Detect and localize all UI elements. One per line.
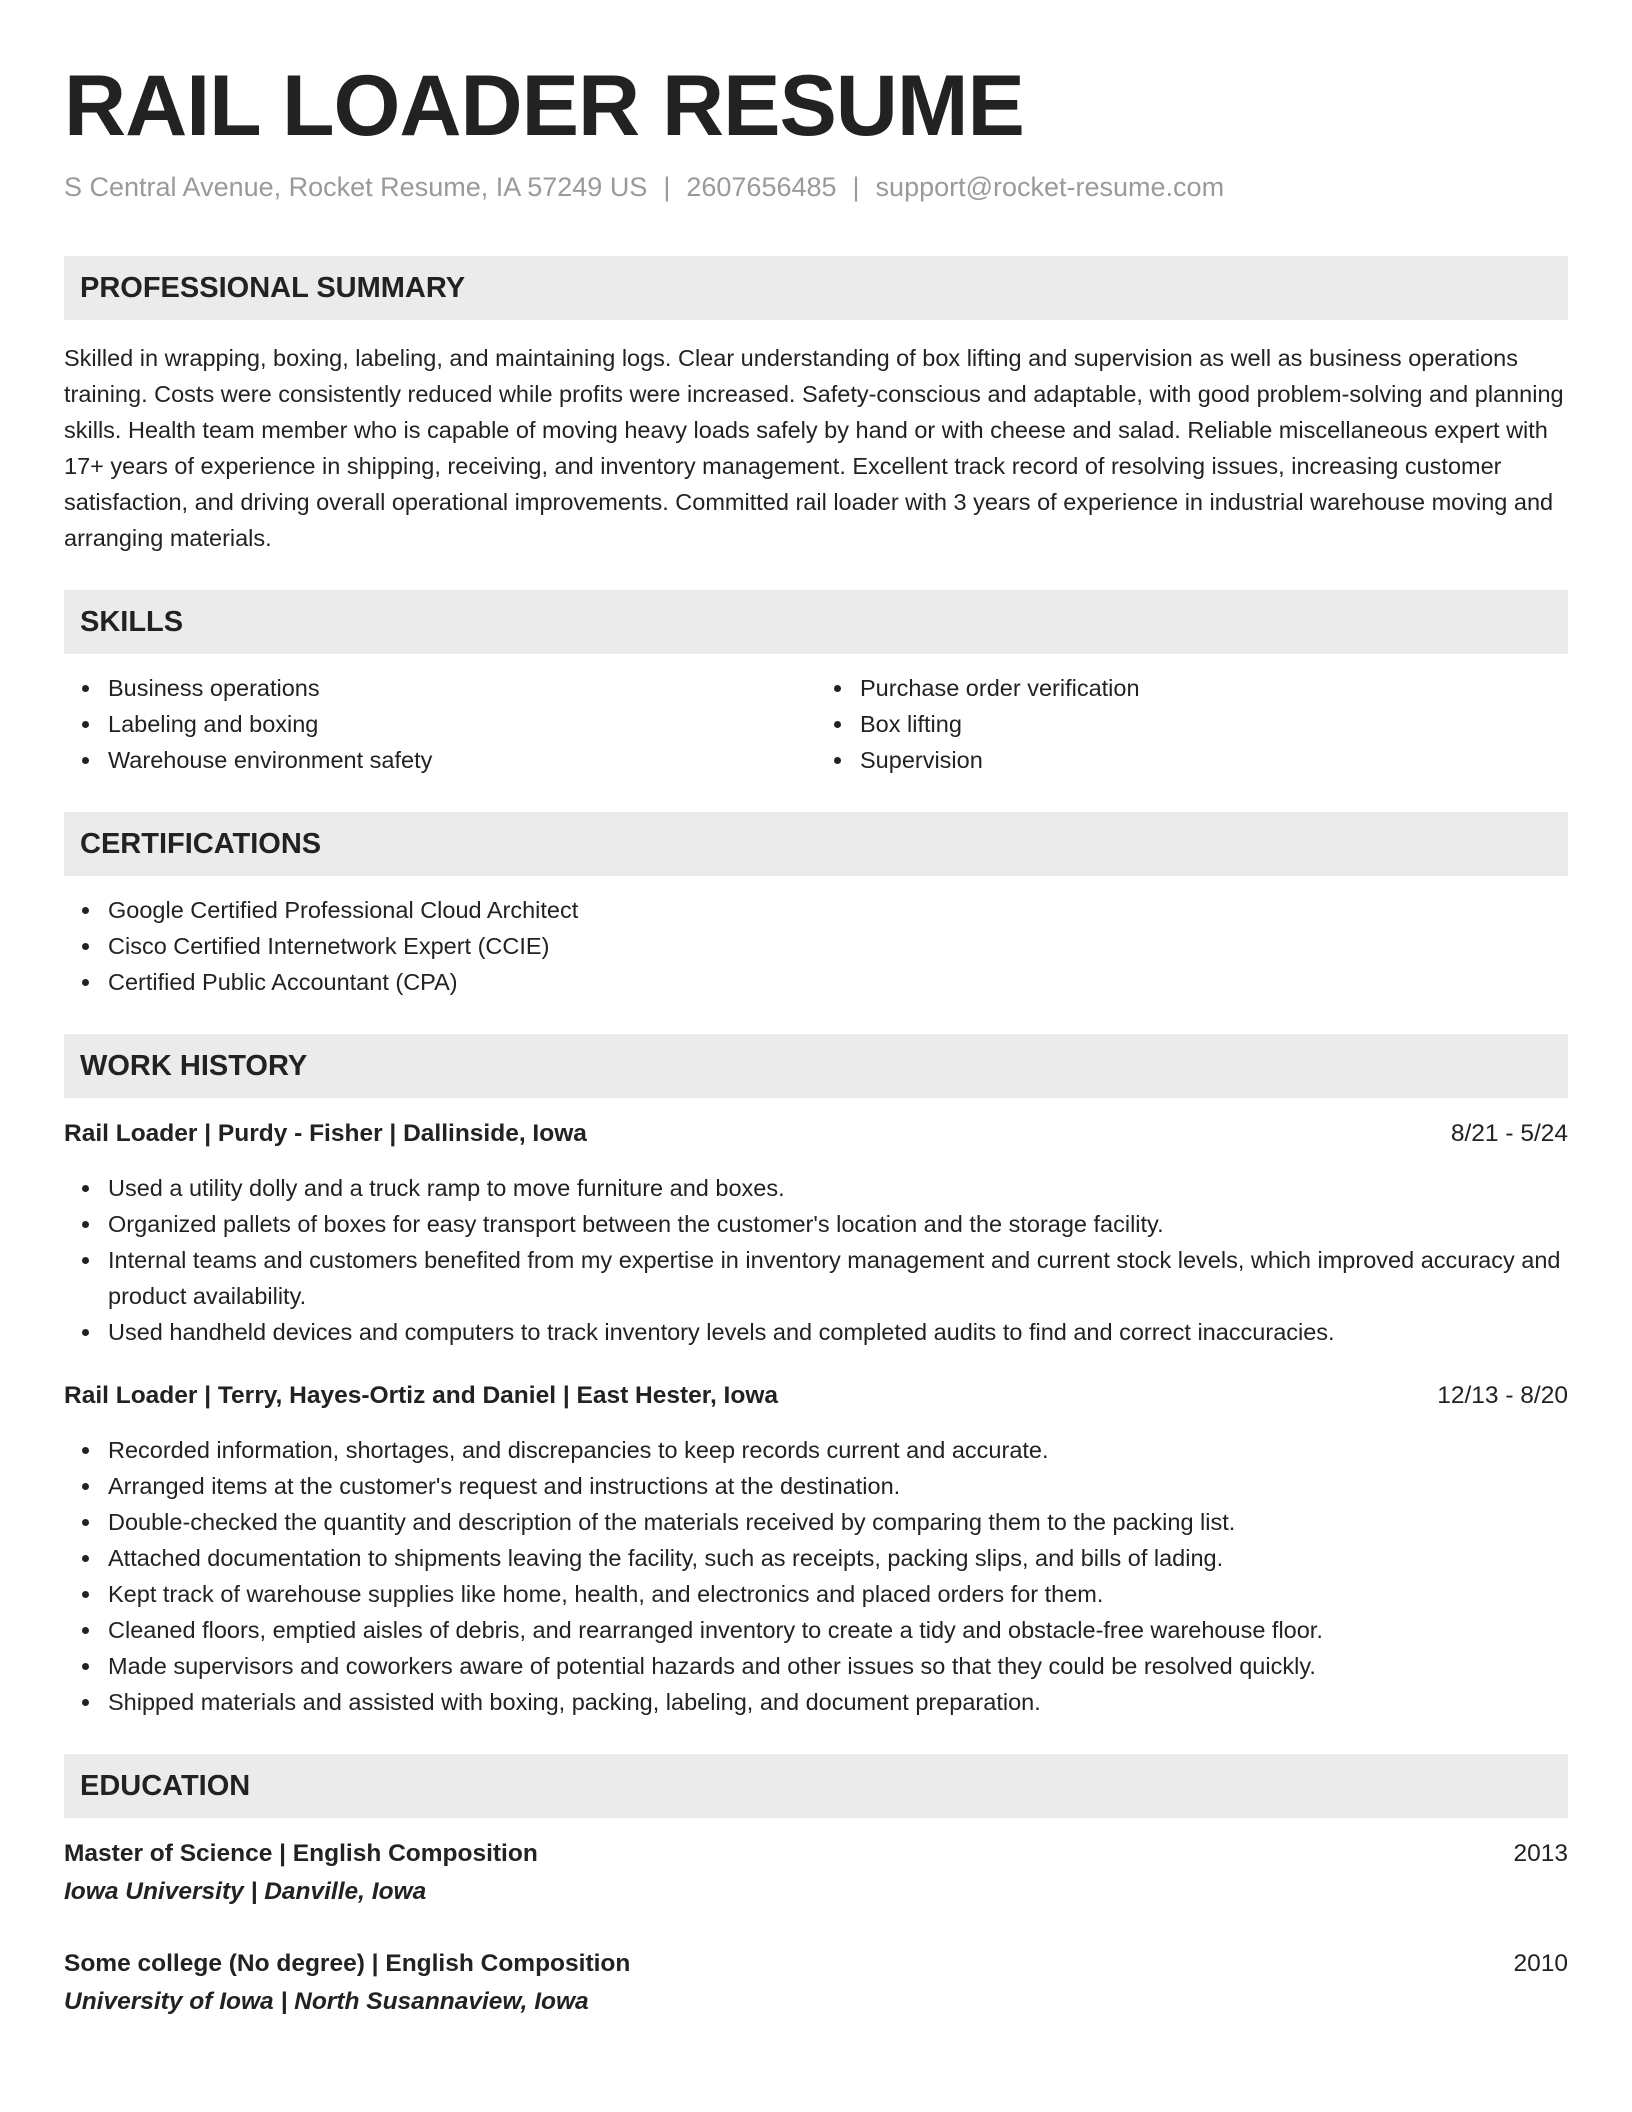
job-header [64,1378,1568,1414]
skill-item: Business operations [108,670,816,706]
education-header [64,1946,1568,1982]
contact-separator: | [852,172,860,202]
education-school: Iowa University | Danville, Iowa [64,1878,427,1905]
skills-list [64,670,1568,778]
phone-text: 2607656485 [686,172,837,202]
job-duty-item: Internal teams and customers benefited from my expertise in inventory management and current stock levels, which improved accuracy and product availability. [108,1242,1568,1314]
job-entry [64,1378,1568,1720]
education-degree: Some college (No degree) | English Composition [64,1950,631,1977]
job-duty-item: Recorded information, shortages, and discrepancies to keep records current and accurate. [108,1432,1568,1468]
education-entry [64,1946,1568,2020]
job-duty-item: Cleaned floors, emptied aisles of debris, and rearranged inventory to create a tidy and obstacle-free warehouse floor. [108,1612,1568,1648]
job-dates: 8/21 - 5/24 [1450,1120,1568,1147]
job-header [64,1116,1568,1152]
education-year: 2013 [1513,1840,1568,1867]
job-duty-item: Shipped materials and assisted with boxing, packing, labeling, and document preparation. [108,1684,1568,1720]
work-history-heading: WORK HISTORY [64,1034,1568,1098]
certification-item: Google Certified Professional Cloud Architect [108,892,1568,928]
skills-column-right [816,670,1568,778]
skills-heading: SKILLS [64,590,1568,654]
certification-item: Cisco Certified Internetwork Expert (CCIE) [108,928,1568,964]
contact-separator: | [663,172,671,202]
summary-text: Skilled in wrapping, boxing, labeling, and maintaining logs. Clear understanding of box lifting and supervision as well as business operations training. Costs were consistently reduced while profits were increased. Safety-conscious and adaptable, with good problem-solving and planning skills. Health team member who is capable of moving heavy loads safely by hand or with cheese and salad. Reliable miscellaneous expert with 17+ years of experience in shipping, receiving, and inventory management. Excellent track record of resolving issues, increasing customer satisfaction, and driving overall operational improvements. Committed rail loader with 3 years of experience in industrial warehouse moving and arranging materials. [64,345,1564,551]
job-dates: 12/13 - 8/20 [1437,1382,1568,1409]
job-title: Rail Loader | Purdy - Fisher | Dallinside, Iowa [64,1120,587,1147]
job-duty-item: Arranged items at the customer's request and instructions at the destination. [108,1468,1568,1504]
education-heading: EDUCATION [64,1754,1568,1818]
job-duty-item: Double-checked the quantity and description of the materials received by comparing them to the packing list. [108,1504,1568,1540]
job-duties-list [64,1432,1568,1720]
education-school: University of Iowa | North Susannaview, Iowa [64,1988,589,2015]
job-duty-item: Organized pallets of boxes for easy transport between the customer's location and the storage facility. [108,1206,1568,1242]
education-year: 2010 [1513,1950,1568,1977]
job-duties-list [64,1170,1568,1350]
job-duty-item: Made supervisors and coworkers aware of potential hazards and other issues so that they could be resolved quickly. [108,1648,1568,1684]
job-duty-item: Attached documentation to shipments leaving the facility, such as receipts, packing slips, and bills of lading. [108,1540,1568,1576]
education-header [64,1836,1568,1872]
skill-item: Supervision [860,742,1568,778]
education-degree: Master of Science | English Composition [64,1840,538,1867]
job-entry [64,1116,1568,1350]
skill-item: Warehouse environment safety [108,742,816,778]
skill-item: Labeling and boxing [108,706,816,742]
job-duty-item: Kept track of warehouse supplies like home, health, and electronics and placed orders for them. [108,1576,1568,1612]
skill-item: Purchase order verification [860,670,1568,706]
job-title: Rail Loader | Terry, Hayes-Ortiz and Daniel | East Hester, Iowa [64,1382,779,1409]
skill-item: Box lifting [860,706,1568,742]
certifications-list [64,892,1568,1000]
resume-title: RAIL LOADER RESUME [64,58,1024,154]
address-text: S Central Avenue, Rocket Resume, IA 57249 US [64,172,648,202]
summary-heading: PROFESSIONAL SUMMARY [64,256,1568,320]
skills-column-left [64,670,816,778]
certifications-heading: CERTIFICATIONS [64,812,1568,876]
education-entry [64,1836,1568,1910]
contact-line [64,170,1568,204]
certification-item: Certified Public Accountant (CPA) [108,964,1568,1000]
email-text: support@rocket-resume.com [875,172,1225,202]
job-duty-item: Used handheld devices and computers to track inventory levels and completed audits to find and correct inaccuracies. [108,1314,1568,1350]
job-duty-item: Used a utility dolly and a truck ramp to move furniture and boxes. [108,1170,1568,1206]
